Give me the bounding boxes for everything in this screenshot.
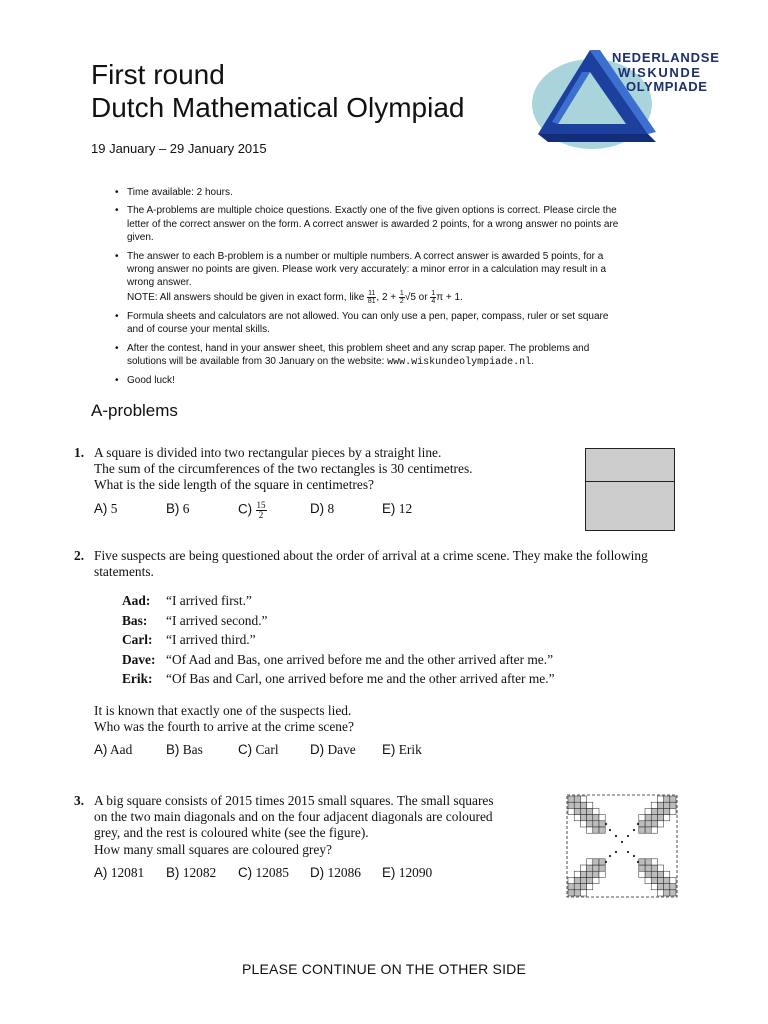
grid-cell [593,821,599,827]
problem-number: 1. [74,445,85,460]
grid-cell [587,884,593,890]
grid-cell [593,877,599,883]
logo-line-2: WISKUNDE [618,65,702,80]
fraction: $\frac{1}{4}$ [431,289,436,305]
grid-cell [670,890,676,896]
grid-cell [670,808,676,814]
grid-cell [657,884,663,890]
grid-cell [651,827,657,833]
diagonal-grid-figure [566,794,678,898]
grid-cell [587,871,593,877]
grid-cell [657,865,663,871]
grid-cell [580,865,586,871]
grid-cell [568,808,574,814]
grid-cell [593,815,599,821]
option-c[interactable]: C) 12085 [238,864,289,880]
ellipsis-dot [637,861,639,863]
rule-b-problem: • The answer to each B-problem is a number or multiple numbers. A correct answer is awarded 5 points, for a wrong answer no points are given. Please work very accurately: a minor error in a calculation may result in a wrong answer. NOTE: All answers should be given in exact form, like $\frac{11}{81}$ , 2 + $\frac{1}{2}$ √5 or $\frac{1}{4}$ π + 1. [113,250,623,305]
grid-cell [639,859,645,865]
grid-cell [568,802,574,808]
grid-cell [587,859,593,865]
logo-line-1: NEDERLANDSE [612,50,720,65]
grid-cell [593,827,599,833]
grid-cell [574,890,580,896]
problem-3 [74,793,554,881]
problem-question: It is known that exactly one of the suspects lied. Who was the fourth to arrive at the crime scene? [94,702,354,735]
grid-cell [645,808,651,814]
ellipsis-dot [633,829,635,831]
statements-list [122,593,694,691]
grid-cell [574,877,580,883]
grid-cell [599,827,605,833]
ellipsis-dot [633,855,635,857]
grid-cell [657,877,663,883]
page-subtitle: Dutch Mathematical Olympiad [91,92,465,123]
grid-cell [580,815,586,821]
grid-cell [657,871,663,877]
ellipsis-dot [615,851,617,853]
grid-cell [664,796,670,802]
grid-cell [599,821,605,827]
website-link[interactable]: www.wiskundeolympiade.nl [387,357,532,369]
grid-cell [651,815,657,821]
problem-text: A square is divided into two rectangular pieces by a straight line. The sum of the circumferences of the two rectangles is 30 centimetres. What is the side length of the square in centimetres? [94,445,473,493]
grid-cell [580,802,586,808]
grid-cell [664,877,670,883]
grid-cell [651,877,657,883]
title-block [91,58,464,124]
ellipsis-dot [605,823,607,825]
problem-number: 3. [74,793,85,808]
option-e[interactable]: E) 12090 [382,864,433,880]
statement-aad: Aad: “I arrived first.” [122,593,252,609]
option-e[interactable]: E) Erik [382,742,422,758]
rules-list [113,186,623,393]
dividing-line [586,481,674,482]
ellipsis-dot [627,835,629,837]
grid-cell [587,865,593,871]
grid-cell [657,890,663,896]
divided-square-figure [585,448,675,531]
grid-cell [664,808,670,814]
grid-cell [651,865,657,871]
note-text: NOTE: All answers should be given in exact form, like [127,291,365,303]
grid-cell [593,808,599,814]
rule-after: • After the contest, hand in your answer sheet, this problem sheet and any scrap paper. The problems and solutions will be available from 30 January on the website: www.wiskundeolympiade.nl. [113,342,623,370]
grid-cell [639,865,645,871]
grid-cell [593,871,599,877]
grid-cell [645,865,651,871]
grid-cell [580,884,586,890]
continue-notice: PLEASE CONTINUE ON THE OTHER SIDE [241,961,527,977]
grid-cell [651,871,657,877]
grid-cell [657,821,663,827]
answer-options [94,742,694,758]
grid-cell [645,827,651,833]
problem-text: A big square consists of 2015 times 2015 small squares. The small squares on the two main diagonals and on the four adjacent diagonals are coloured grey, and the rest is coloured white (see the figure). How many small squares are coloured grey? [94,793,494,857]
grid-cell [587,821,593,827]
olympiad-logo [530,42,722,157]
grid-cell [657,808,663,814]
grid-cell [587,815,593,821]
grid-cell [574,796,580,802]
logo-line-3: OLYMPIADE [626,79,708,94]
statement-carl: Carl: “I arrived third.” [122,632,256,648]
option-c[interactable]: C) Carl [238,742,279,758]
grid-cell [580,890,586,896]
option-a[interactable]: A) Aad [94,742,133,758]
grid-cell [657,802,663,808]
rule-a-problems: • The A-problems are multiple choice questions. Exactly one of the five given options is correct. Please circle the letter of the correct answer on the form. A correct answer is awarded 2 points, for a wrong answer no points are given. [113,204,623,244]
grid-cell [574,884,580,890]
grid-cell [664,884,670,890]
grid-cell [599,859,605,865]
statement-bas: Bas: “I arrived second.” [122,612,268,628]
option-b[interactable]: B) 12082 [166,864,217,880]
grid-cell [568,884,574,890]
grid-cell [645,815,651,821]
grid-cell [568,796,574,802]
grid-cell [651,802,657,808]
grid-cell [657,796,663,802]
answer-options [94,501,554,520]
grid-cell [639,871,645,877]
ellipsis-dot [637,823,639,825]
ellipsis-dot [609,855,611,857]
problem-number: 2. [74,548,85,563]
page-title: First round [91,59,225,90]
grid-cell [580,808,586,814]
section-title-a-problems: A-problems [91,401,178,420]
fraction: $\frac{11}{81}$ [367,289,376,305]
grid-cell [670,884,676,890]
statement-dave: Dave: “Of Aad and Bas, one arrived before me and the other arrived after me.” [122,651,554,667]
grid-cell [651,808,657,814]
fraction: $\frac{1}{2}$ [399,289,404,305]
grid-cell [664,871,670,877]
grid-cell [657,815,663,821]
grid-cell [651,859,657,865]
problem-text: Five suspects are being questioned about the order of arrival at a crime scene. They make the following statements. [94,548,648,580]
grid-cell [580,877,586,883]
option-e[interactable]: E) 12 [382,500,413,516]
ellipsis-dot [609,829,611,831]
grid-cell [670,802,676,808]
answer-options [94,865,554,881]
grid-cell [599,815,605,821]
grid-cell [568,877,574,883]
grid-cell [574,871,580,877]
option-a[interactable]: A) 5 [94,500,118,516]
grid-cell [574,808,580,814]
grid-cell [599,871,605,877]
option-d[interactable]: D) Dave [310,742,356,758]
grid-cell [587,802,593,808]
ellipsis-dot [605,861,607,863]
grid-cell [639,827,645,833]
option-c[interactable]: C) $\frac{15}{2}$ [238,499,266,520]
grid-cell [639,815,645,821]
fraction: $\frac{15}{2}$ [256,499,266,520]
grid-cell [580,871,586,877]
grid-cell [645,871,651,877]
option-a[interactable]: A) 12081 [94,864,145,880]
grid-cell [580,796,586,802]
ellipsis-dot [627,851,629,853]
grid-cell [645,821,651,827]
ellipsis-dot [615,835,617,837]
rule-time: • Time available: 2 hours. [113,186,623,199]
grid-cell [664,890,670,896]
grid-cell [664,815,670,821]
grid-cell [568,890,574,896]
grid-cell [580,821,586,827]
rule-formula: • Formula sheets and calculators are not allowed. You can only use a pen, paper, compass, ruler or set square and of course your mental skills. [113,310,623,337]
grid-cell [651,884,657,890]
grid-cell [593,865,599,871]
problem-2 [74,548,694,759]
option-b[interactable]: B) Bas [166,742,203,758]
rule-luck: • Good luck! [113,374,623,387]
grid-cell [670,877,676,883]
contest-dates: 19 January – 29 January 2015 [91,141,267,156]
option-d[interactable]: D) 8 [310,500,335,516]
grid-cell [645,877,651,883]
grid-cell [587,808,593,814]
grid-cell [587,877,593,883]
grid-cell [664,802,670,808]
grid-cell [574,802,580,808]
grid-cell [651,821,657,827]
grid-cell [670,796,676,802]
option-b[interactable]: B) 6 [166,500,190,516]
grid-cell [599,865,605,871]
problem-1 [74,445,554,520]
grid-cell [593,859,599,865]
ellipsis-dot [621,841,623,843]
grid-cell [639,821,645,827]
grid-cell [574,815,580,821]
statement-erik: Erik: “Of Bas and Carl, one arrived before me and the other arrived after me.” [122,671,555,687]
option-d[interactable]: D) 12086 [310,864,361,880]
grid-cell [645,859,651,865]
grid-cell [587,827,593,833]
